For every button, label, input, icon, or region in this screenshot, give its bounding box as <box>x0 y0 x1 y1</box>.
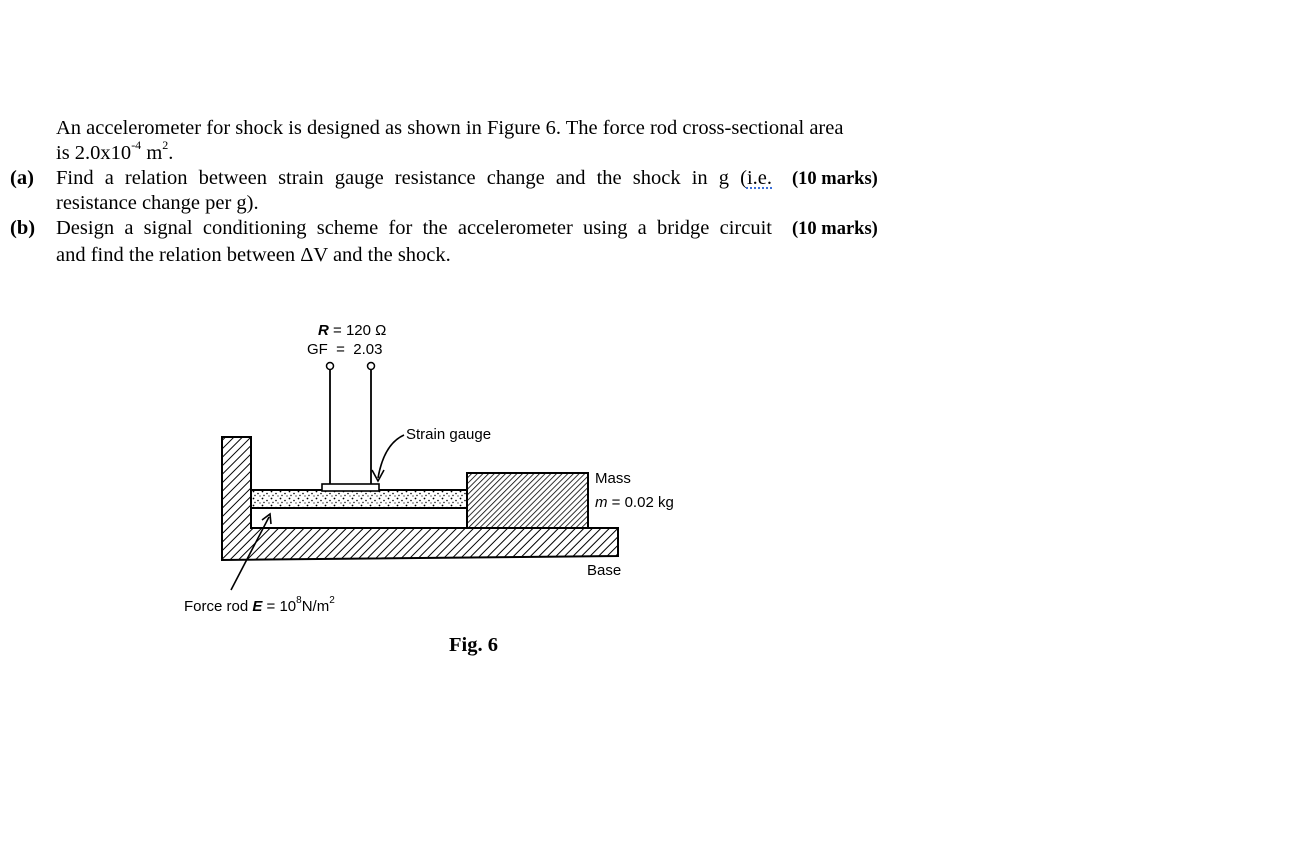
figure-caption: Fig. 6 <box>449 634 498 656</box>
mass-label: Mass <box>595 470 631 487</box>
force-rod-label <box>184 595 335 616</box>
mass-block <box>467 473 588 528</box>
base-label: Base <box>587 562 622 579</box>
part-b-marks: (10 marks) <box>792 219 878 239</box>
terminal-left <box>327 363 334 370</box>
terminal-right <box>368 363 375 370</box>
mass-symbol: m <box>595 494 608 511</box>
modulus-unit: N/m <box>301 598 330 615</box>
intro-period: . <box>168 142 174 164</box>
mass-value: = 0.02 kg <box>607 494 674 511</box>
strain-gauge-leader <box>378 435 404 478</box>
force-rod <box>251 490 467 508</box>
resistance-label <box>318 322 386 340</box>
part-a-marks: (10 marks) <box>792 169 878 189</box>
force-rod-text: Force rod <box>184 598 253 615</box>
intro-area-unit: m <box>141 142 163 164</box>
part-a-label: (a) <box>10 167 34 189</box>
gauge-factor-label: GF = 2.03 <box>307 341 383 358</box>
resistance-value: = 120 Ω <box>333 322 387 339</box>
part-a-text: Find a relation between strain gauge resistance change and the shock in g ( <box>56 167 747 189</box>
modulus-unit-exponent: 2 <box>329 595 335 606</box>
strain-gauge-pad <box>322 484 379 491</box>
part-b-line-2: and find the relation between ΔV and the shock. <box>56 244 451 266</box>
intro-area-exponent: -4 <box>131 138 142 153</box>
modulus-eq: = 10 <box>262 598 297 615</box>
mass-value-label <box>595 494 674 512</box>
intro-area-value: is 2.0x10 <box>56 142 132 164</box>
part-b-line-1: Design a signal conditioning scheme for the accelerometer using a bridge circuit <box>56 217 772 239</box>
part-a-line-2: resistance change per g). <box>56 192 259 214</box>
modulus-symbol: E <box>252 598 263 615</box>
intro-line-1: An accelerometer for shock is designed as shown in Figure 6. The force rod cross-sectional area <box>56 117 844 139</box>
part-b-label: (b) <box>10 217 36 239</box>
part-a-ie-abbrev: i.e. <box>746 167 772 189</box>
resistance-symbol: R <box>318 322 329 339</box>
modulus-exponent: 8 <box>296 595 302 606</box>
intro-area-unit-exponent: 2 <box>162 138 169 153</box>
strain-gauge-label: Strain gauge <box>406 426 492 443</box>
